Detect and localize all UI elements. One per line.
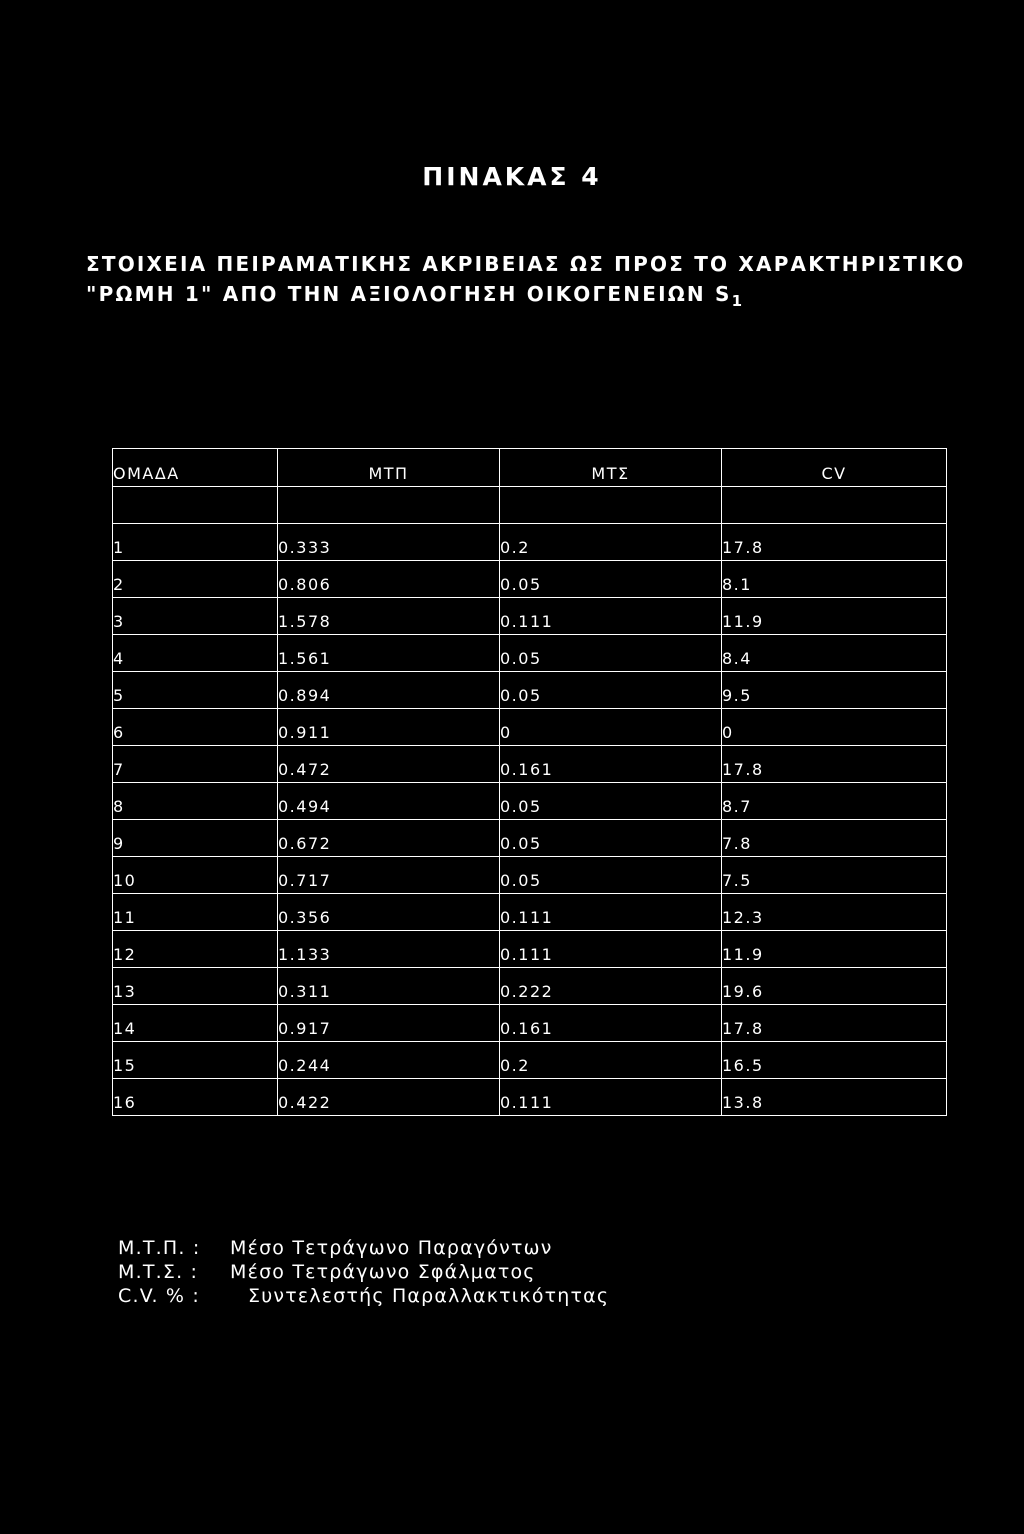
cell-group: 16 (113, 1079, 278, 1116)
cell-cv: 7.5 (722, 857, 947, 894)
cell-mtp: 0.911 (278, 709, 500, 746)
cell-group: 1 (113, 524, 278, 561)
table-row (113, 931, 947, 968)
table-row (113, 746, 947, 783)
cell-cv: 0 (722, 709, 947, 746)
cell-mtp: 0.672 (278, 820, 500, 857)
table-row (113, 783, 947, 820)
cell-mtp: 1.578 (278, 598, 500, 635)
cell-mts: 0 (500, 709, 722, 746)
cell-group: 4 (113, 635, 278, 672)
table-row (113, 857, 947, 894)
cell-mts: 0.05 (500, 857, 722, 894)
cell-mtp: 0.472 (278, 746, 500, 783)
cell-mtp: 0.717 (278, 857, 500, 894)
header-row (113, 449, 947, 487)
cell-mts: 0.111 (500, 894, 722, 931)
legend-value: Συντελεστής Παραλλακτικότητας (248, 1285, 610, 1307)
cell-mts: 0.111 (500, 1079, 722, 1116)
cell-group: 14 (113, 1005, 278, 1042)
spacer-cell (500, 487, 722, 524)
table-row (113, 524, 947, 561)
cell-mts: 0.161 (500, 1005, 722, 1042)
table-row (113, 820, 947, 857)
spacer-cell (722, 487, 947, 524)
cell-cv: 9.5 (722, 672, 947, 709)
cell-mts: 0.2 (500, 524, 722, 561)
cell-mtp: 0.356 (278, 894, 500, 931)
cell-cv: 11.9 (722, 598, 947, 635)
legend-key: Μ.Τ.Σ. : (118, 1261, 199, 1283)
legend-key: C.V. % : (118, 1285, 201, 1307)
header-mtp: ΜΤΠ (278, 449, 500, 487)
table-row (113, 968, 947, 1005)
cell-cv: 13.8 (722, 1079, 947, 1116)
cell-group: 11 (113, 894, 278, 931)
header-spacer-row (113, 487, 947, 524)
cell-mts: 0.111 (500, 931, 722, 968)
legend-key: Μ.Τ.Π. : (118, 1237, 201, 1259)
legend-row (118, 1260, 609, 1284)
table-heading-line-2-text: "ΡΩΜΗ 1" ΑΠΟ ΤΗΝ ΑΞΙΟΛΟΓΗΣΗ ΟΙΚΟΓΕΝΕΙΩΝ S (86, 282, 732, 306)
page-title: ΠΙΝΑΚΑΣ 4 (422, 162, 602, 191)
spacer-cell (278, 487, 500, 524)
header-cv: CV (722, 449, 947, 487)
header-mts: ΜΤΣ (500, 449, 722, 487)
cell-group: 5 (113, 672, 278, 709)
cell-mts: 0.161 (500, 746, 722, 783)
results-table (112, 448, 947, 1116)
cell-cv: 8.1 (722, 561, 947, 598)
cell-group: 13 (113, 968, 278, 1005)
table-row (113, 1005, 947, 1042)
cell-mtp: 0.917 (278, 1005, 500, 1042)
cell-group: 7 (113, 746, 278, 783)
table-row (113, 561, 947, 598)
cell-group: 10 (113, 857, 278, 894)
cell-mts: 0.05 (500, 820, 722, 857)
table-row (113, 598, 947, 635)
cell-mtp: 0.311 (278, 968, 500, 1005)
cell-mts: 0.222 (500, 968, 722, 1005)
cell-mts: 0.111 (500, 598, 722, 635)
table-body (113, 524, 947, 1116)
cell-cv: 16.5 (722, 1042, 947, 1079)
legend-value: Μέσο Τετράγωνο Σφάλματος (230, 1261, 536, 1283)
results-table-container (112, 448, 946, 1116)
cell-cv: 8.4 (722, 635, 947, 672)
table-heading-line-2 (86, 282, 744, 310)
table-row (113, 635, 947, 672)
cell-mts: 0.05 (500, 561, 722, 598)
cell-cv: 17.8 (722, 1005, 947, 1042)
table-heading-line-1: ΣΤΟΙΧΕΙΑ ΠΕΙΡΑΜΑΤΙΚΗΣ ΑΚΡΙΒΕΙΑΣ ΩΣ ΠΡΟΣ ΤΟ ΧΑΡΑΚΤΗΡΙΣΤΙΚΟ (86, 252, 966, 276)
cell-cv: 7.8 (722, 820, 947, 857)
cell-mtp: 1.561 (278, 635, 500, 672)
table-row (113, 672, 947, 709)
legend-value: Μέσο Τετράγωνο Παραγόντων (230, 1237, 553, 1259)
legend-row (118, 1236, 609, 1260)
cell-mtp: 0.244 (278, 1042, 500, 1079)
cell-group: 6 (113, 709, 278, 746)
cell-cv: 12.3 (722, 894, 947, 931)
cell-group: 3 (113, 598, 278, 635)
cell-cv: 17.8 (722, 746, 947, 783)
cell-mtp: 0.894 (278, 672, 500, 709)
cell-cv: 11.9 (722, 931, 947, 968)
legend-row (118, 1284, 609, 1308)
table-row (113, 894, 947, 931)
cell-mtp: 0.494 (278, 783, 500, 820)
header-group: ΟΜΑΔΑ (113, 449, 278, 487)
cell-mtp: 0.806 (278, 561, 500, 598)
cell-group: 9 (113, 820, 278, 857)
cell-group: 15 (113, 1042, 278, 1079)
cell-group: 8 (113, 783, 278, 820)
legend (118, 1236, 609, 1308)
cell-mts: 0.05 (500, 672, 722, 709)
table-heading-subscript: 1 (731, 292, 745, 310)
cell-mts: 0.05 (500, 783, 722, 820)
cell-mtp: 0.422 (278, 1079, 500, 1116)
cell-mtp: 0.333 (278, 524, 500, 561)
cell-mts: 0.2 (500, 1042, 722, 1079)
table-row (113, 709, 947, 746)
cell-mtp: 1.133 (278, 931, 500, 968)
cell-cv: 19.6 (722, 968, 947, 1005)
cell-group: 2 (113, 561, 278, 598)
cell-cv: 17.8 (722, 524, 947, 561)
cell-mts: 0.05 (500, 635, 722, 672)
spacer-cell (113, 487, 278, 524)
table-row (113, 1042, 947, 1079)
cell-cv: 8.7 (722, 783, 947, 820)
cell-group: 12 (113, 931, 278, 968)
table-row (113, 1079, 947, 1116)
